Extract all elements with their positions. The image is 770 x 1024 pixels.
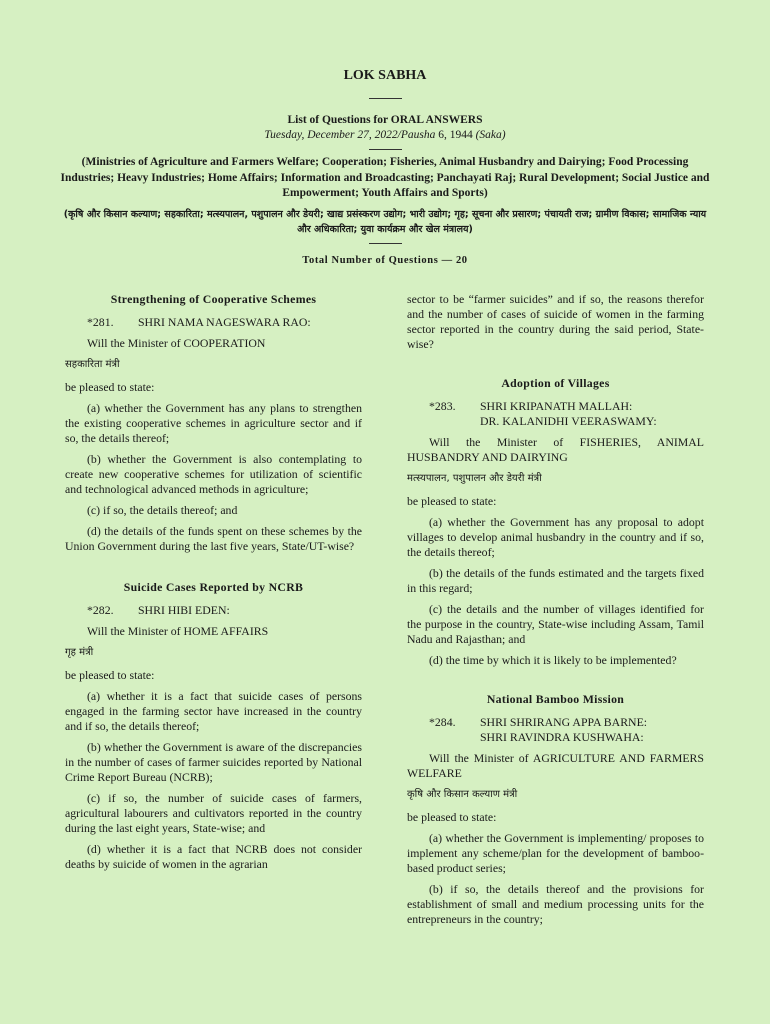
question-member-line: [407, 414, 704, 429]
hindi-rule: [369, 243, 402, 244]
question-member-line: [407, 715, 704, 730]
date-mid: 6, 1944: [435, 129, 476, 141]
pleased-line: be pleased to state:: [65, 668, 155, 682]
left-column: [65, 292, 362, 878]
question-part-a: (a) whether the Government has any proposal to adopt villages to develop animal husbandry in the country and if so, the details thereof;: [407, 515, 704, 559]
question-member: SHRI RAVINDRA KUSHWAHA:: [480, 730, 644, 744]
question-heading: National Bamboo Mission: [486, 692, 625, 706]
question-part-a: (a) whether it is a fact that suicide cases of persons engaged in the farming sector have increased in the country and if so, the details thereof;: [65, 689, 362, 733]
title-rule: [369, 98, 402, 99]
question-part-c: (c) the details and the number of villages identified for the purpose in the country, State-wise including Assam, Tamil Nadu and Rajasthan; and: [407, 602, 704, 646]
right-column: [407, 292, 704, 933]
question-part-d: (d) the details of the funds spent on these schemes by the Union Government during the last five years, State/UT-wise?: [65, 524, 362, 553]
question-part-c: (c) if so, the number of suicide cases of farmers, agricultural labourers and cultivators reported in the country during the last eight years, State-wise; and: [65, 791, 362, 835]
question-part-b: (b) whether the Government is aware of the discrepancies in the number of cases of farmer suicides reported by National Crime Report Bureau (NCRB);: [65, 740, 362, 784]
ministries-list-hindi: (कृषि और किसान कल्याण; सहकारिता; मत्स्यपालन, पशुपालन और डेयरी; खाद्य प्रसंस्करण उद्योग; भारी उद्योग; गृह; सूचना और प्रसारण; पंचायती राज; ग्रामीण विकास; सामाजिक न्याय और अधिकारिता; युवा कार्यक्रम और खेल मंत्रालय): [63, 209, 707, 235]
question-part-d: (d) whether it is a fact that NCRB does not consider deaths by suicide of women in the agrarian: [65, 842, 362, 871]
date-pausha: Pausha: [400, 129, 436, 141]
question-part-d: (d) the time by which it is likely to be implemented?: [429, 653, 677, 667]
question-part-d-continued: sector to be “farmer suicides” and if so, the reasons therefor and the number of cases of suicide of women in the farming sector reported in the country during the said period, State-wise?: [407, 292, 704, 351]
question-member: SHRI KRIPANATH MALLAH:: [480, 399, 633, 413]
question-heading: Suicide Cases Reported by NCRB: [123, 580, 304, 594]
question-number: *281.: [87, 315, 114, 329]
list-subtitle: List of Questions for ORAL ANSWERS: [287, 114, 483, 126]
question-member: SHRI NAMA NAGESWARA RAO:: [138, 315, 311, 329]
minister-line: Will the Minister of HOME AFFAIRS: [87, 624, 269, 638]
question-member: DR. KALANIDHI VEERASWAMY:: [480, 414, 657, 428]
question-heading: Adoption of Villages: [501, 376, 610, 390]
minister-hindi: सहकारिता मंत्री: [65, 359, 120, 370]
pleased-line: be pleased to state:: [407, 810, 497, 824]
question-member-line: [407, 730, 704, 745]
question-number: *282.: [87, 603, 114, 617]
question-member-line: [407, 399, 704, 414]
question-heading: Strengthening of Cooperative Schemes: [110, 292, 317, 306]
question-member: SHRI HIBI EDEN:: [138, 603, 230, 617]
question-member-line: [65, 603, 362, 618]
question-part-b: (b) if so, the details thereof and the provisions for establishment of small and medium processing units for the entrepreneurs in the country;: [407, 882, 704, 926]
question-number: *284.: [429, 715, 456, 729]
minister-line: Will the Minister of AGRICULTURE AND FARMERS WELFARE: [407, 751, 704, 780]
question-number: *283.: [429, 399, 456, 413]
total-questions: Total Number of Questions — 20: [302, 255, 468, 266]
question-part-a: (a) whether the Government has any plans to strengthen the existing cooperative schemes in agriculture sector and if so, the details thereof;: [65, 401, 362, 445]
date-prefix: Tuesday, December 27, 2022/: [264, 129, 401, 141]
pleased-line: be pleased to state:: [65, 380, 155, 394]
ministries-list: (Ministries of Agriculture and Farmers Welfare; Cooperation; Fisheries, Animal Husbandry and Dairying; Food Processing Industries; Heavy Industries; Home Affairs; Information and Broadcasting; Panchayati Raj; Rural Development; Social Justice and Empowerment; Youth Affairs and Sports): [60, 156, 710, 199]
minister-hindi: गृह मंत्री: [65, 647, 94, 658]
page-title: LOK SABHA: [343, 68, 427, 83]
date-saka: (Saka): [475, 129, 506, 141]
minister-line: Will the Minister of COOPERATION: [87, 336, 266, 350]
question-member: SHRI SHRIRANG APPA BARNE:: [480, 715, 648, 729]
question-part-b: (b) the details of the funds estimated and the targets fixed in this regard;: [407, 566, 704, 595]
sitting-date: [0, 128, 770, 142]
minister-hindi: मत्स्यपालन, पशुपालन और डेयरी मंत्री: [407, 473, 542, 484]
pleased-line: be pleased to state:: [407, 494, 497, 508]
question-part-b: (b) whether the Government is also contemplating to create new cooperative schemes for utilization of scientific and technological advanced methods in agriculture;: [65, 452, 362, 496]
question-member-line: [65, 315, 362, 330]
question-part-c: (c) if so, the details thereof; and: [87, 503, 238, 517]
minister-hindi: कृषि और किसान कल्याण मंत्री: [407, 789, 518, 800]
date-rule: [369, 149, 402, 150]
minister-line: Will the Minister of FISHERIES, ANIMAL HUSBANDRY AND DAIRYING: [407, 435, 704, 464]
question-part-a: (a) whether the Government is implementing/ proposes to implement any scheme/plan for the development of bamboo-based product series;: [407, 831, 704, 875]
